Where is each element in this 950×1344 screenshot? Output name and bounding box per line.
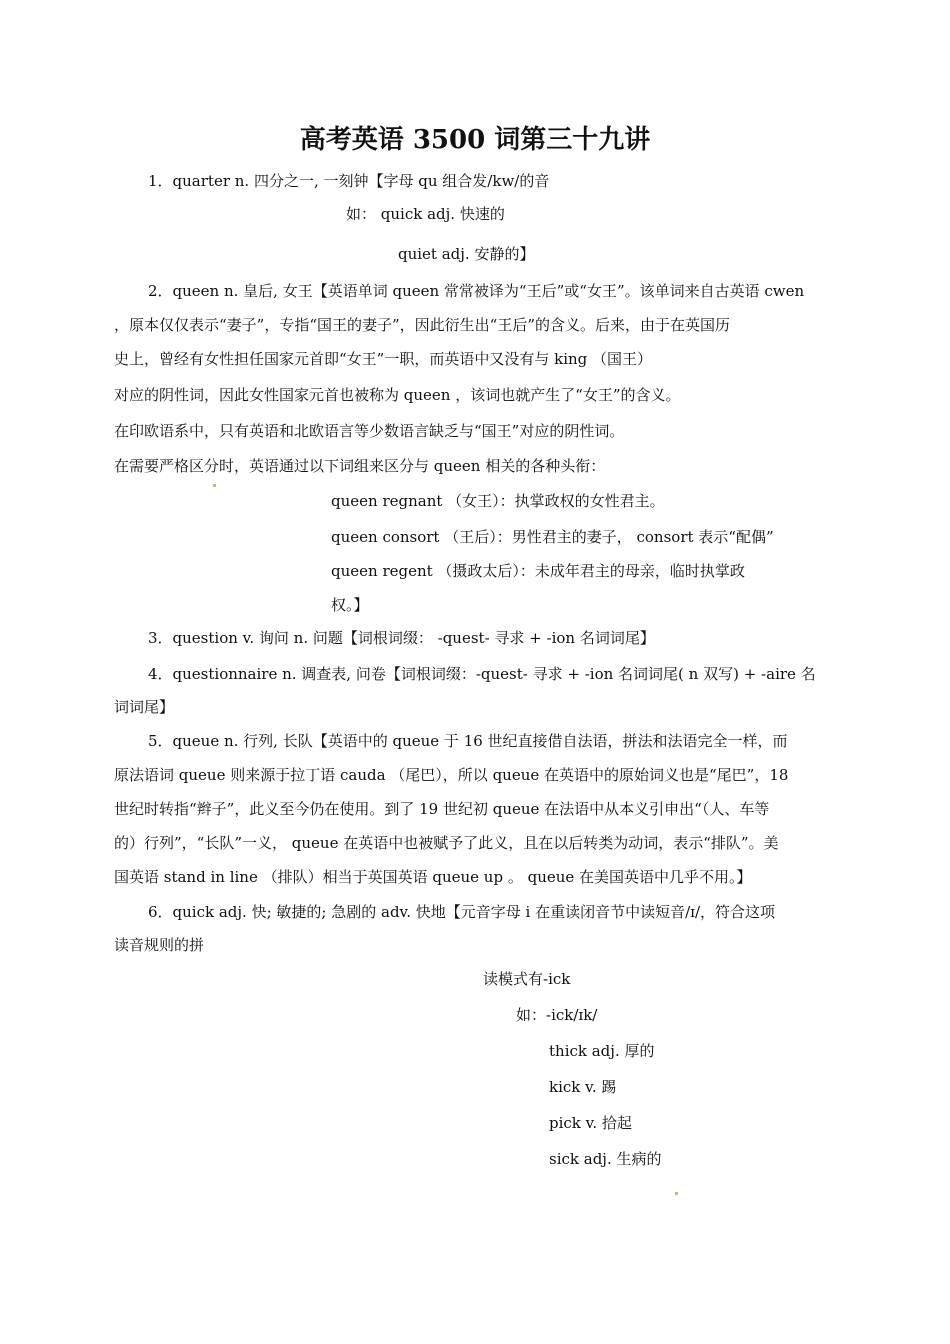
entry-6-text: 读模式有-ick <box>483 970 571 988</box>
clipped-example-text: 如： quick adj. 快速的 <box>346 205 505 223</box>
entry-5-text: 国英语 stand in line （排队）相当于英国英语 queue up 。 queue 在美国英语中几乎不用。】 <box>114 868 752 886</box>
page-title: 高考英语 3500 词第三十九讲 <box>299 125 651 155</box>
example-word: pick v. 拾起 <box>549 1114 632 1132</box>
entry-5-text: 原法语词 queue 则来源于拉丁语 cauda （尾巴），所以 queue 在英语中的原始词义也是“尾巴”，18 <box>114 766 789 784</box>
title-item: queen regent （摄政太后）：未成年君主的母亲，临时执掌政 <box>331 562 745 580</box>
entry-5-line: 5．queue n. 行列, 长队【英语中的 queue 于 16 世纪直接借自法语，拼法和法语完全一样，而 <box>148 732 788 750</box>
entry-2-text: 在需要严格区分时，英语通过以下词组来区分与 queen 相关的各种头衔： <box>114 457 606 475</box>
entry-6-example-heading: 如：-ick/ɪk/ <box>516 1006 598 1024</box>
entry-1-line: 1．quarter n. 四分之一, 一刻钟【字母 qu 组合发/kw/的音 <box>148 172 550 190</box>
title-item: queen consort （王后）：男性君主的妻子， consort 表示“配偶” <box>331 528 774 546</box>
marker-dot <box>213 484 216 487</box>
marker-dot <box>675 1192 678 1195</box>
title-item: 权。】 <box>331 596 369 614</box>
example-word: sick adj. 生病的 <box>549 1150 662 1168</box>
entry-2-text: ，原本仅仅表示“妻子”，专指“国王的妻子”，因此衍生出“王后”的含义。后来，由于在英国历 <box>114 316 731 334</box>
example-word: thick adj. 厚的 <box>549 1042 655 1060</box>
entry-1-example: quiet adj. 安静的】 <box>398 245 535 263</box>
entry-6-line: 6．quick adj. 快; 敏捷的; 急剧的 adv. 快地【元音字母 i 在重读闭音节中读短音/ɪ/，符合这项 <box>148 903 776 921</box>
entry-5-text: 的）行列”，“长队”一义， queue 在英语中也被赋予了此义，且在以后转类为动词，表示“排队”。美 <box>114 834 779 852</box>
entry-2-line: 2．queen n. 皇后, 女王【英语单词 queen 常常被译为“王后”或“女王”。该单词来自古英语 cwen <box>148 282 805 300</box>
entry-2-text: 史上，曾经有女性担任国家元首即“女王”一职，而英语中又没有与 king （国王） <box>114 350 653 368</box>
entry-2-text: 在印欧语系中，只有英语和北欧语言等少数语言缺乏与“国王”对应的阴性词。 <box>114 422 625 440</box>
example-word: kick v. 踢 <box>549 1078 617 1096</box>
title-item: queen regnant （女王）：执掌政权的女性君主。 <box>331 492 665 510</box>
entry-2-text: 对应的阴性词，因此女性国家元首也被称为 queen ，该词也就产生了“女王”的含义。 <box>114 386 681 404</box>
clipped-example-line <box>340 205 600 224</box>
entry-6-text: 读音规则的拼 <box>114 936 205 954</box>
entry-5-text: 世纪时转指“辫子”，此义至今仍在使用。到了 19 世纪初 queue 在法语中从本义引申出“（人、车等 <box>114 800 770 818</box>
entry-4-line: 4．questionnaire n. 调查表, 问卷【词根词缀：-quest- 寻求 + -ion 名词词尾( n 双写) + -aire 名 <box>148 665 816 683</box>
entry-3-line: 3．question v. 询问 n. 问题【词根词缀： -quest- 寻求 + -ion 名词词尾】 <box>148 629 655 647</box>
entry-4-text: 词词尾】 <box>114 698 175 716</box>
